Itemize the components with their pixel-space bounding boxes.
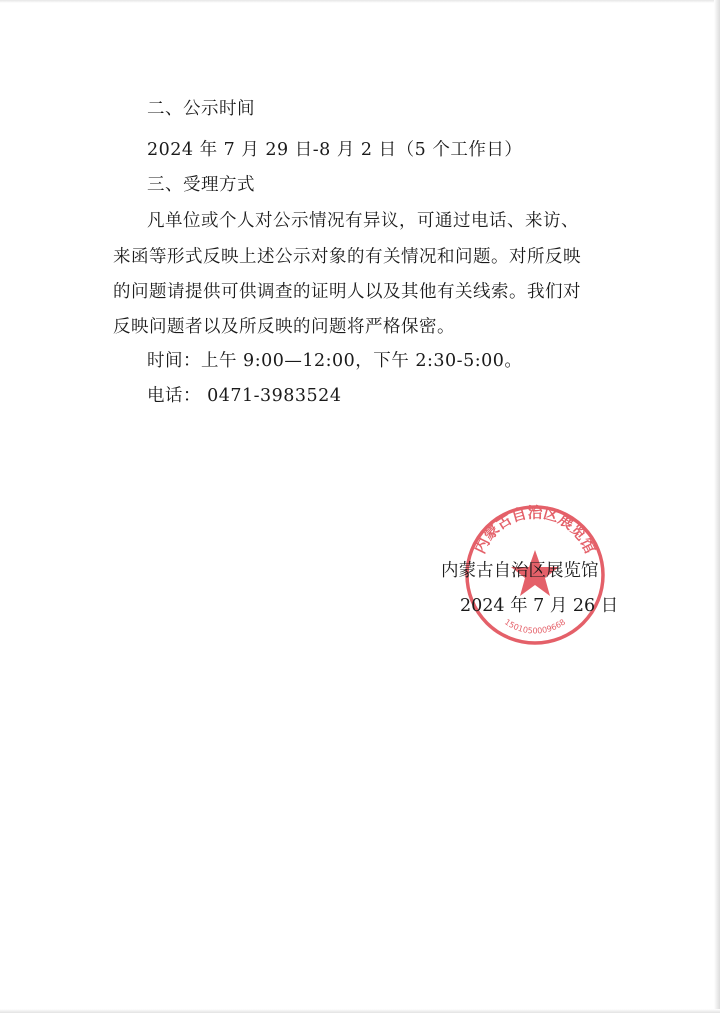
paragraph-line: 的问题请提供可供调查的证明人以及其他有关线索。我们对 bbox=[113, 282, 581, 302]
signature-date: 2024 年 7 月 26 日 bbox=[460, 596, 619, 616]
page-edge-right bbox=[714, 0, 720, 1013]
office-hours: 时间：上午 9:00—12:00，下午 2:30-5:00。 bbox=[147, 351, 523, 371]
seal-text: 内蒙古自治区展览馆 bbox=[470, 503, 600, 557]
signature-organization: 内蒙古自治区展览馆 bbox=[441, 561, 599, 581]
page-edge-top bbox=[0, 0, 720, 3]
paragraph-line: 凡单位或个人对公示情况有异议，可通过电话、来访、 bbox=[147, 211, 579, 231]
section-3-heading: 三、受理方式 bbox=[147, 175, 255, 195]
phone-number: 电话： 0471-3983524 bbox=[147, 386, 342, 406]
section-2-heading: 二、公示时间 bbox=[147, 99, 255, 119]
page-edge-bottom bbox=[0, 1009, 720, 1013]
seal-number: 1501050009668 bbox=[502, 617, 568, 636]
paragraph-line: 来函等形式反映上述公示对象的有关情况和问题。对所反映 bbox=[113, 247, 581, 267]
notice-period: 2024 年 7 月 29 日-8 月 2 日（5 个工作日） bbox=[147, 140, 523, 160]
paragraph-line: 反映问题者以及所反映的问题将严格保密。 bbox=[113, 317, 455, 337]
